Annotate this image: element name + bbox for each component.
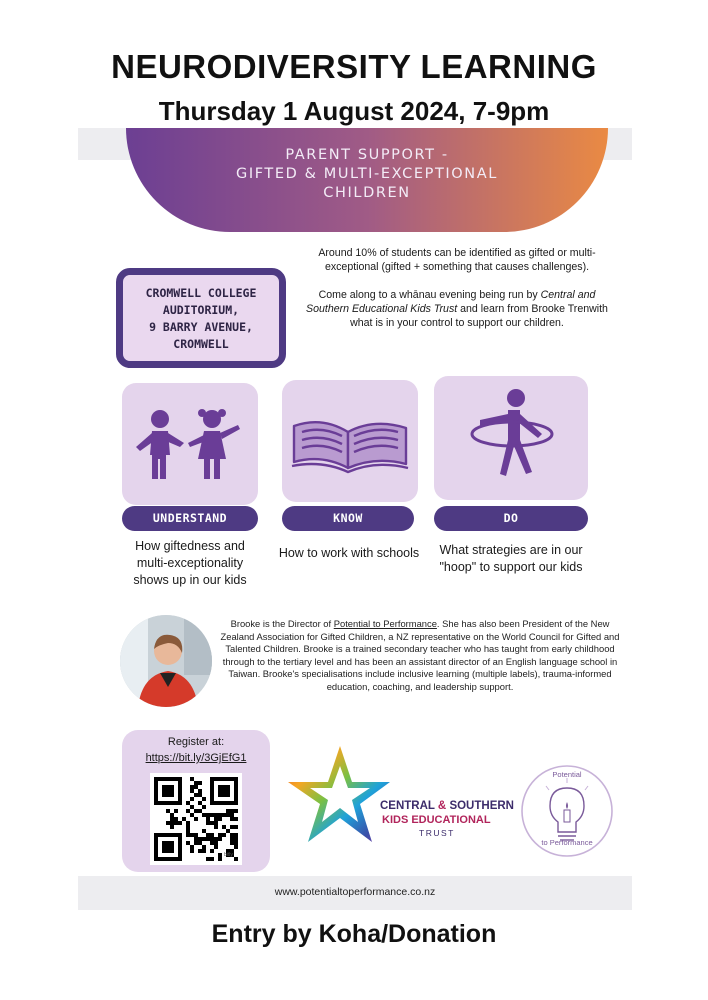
intro-paragraph-1: Around 10% of students can be identified as gifted or multi-exceptional (gifted + something that causes challenges).: [318, 247, 596, 273]
trust-name-line-3: TRUST: [419, 828, 455, 838]
know-pill: KNOW: [282, 506, 414, 531]
bio-start: Brooke is the Director of: [230, 618, 334, 629]
p2p-logo-top-text: Potential: [552, 770, 582, 779]
qr-code-image: [154, 777, 238, 861]
intro-text: [298, 246, 616, 344]
children-icon: [122, 383, 258, 505]
speaker-bio: [220, 618, 620, 694]
speaker-photo: [120, 615, 212, 707]
trust-central: CENTRAL: [380, 800, 435, 812]
understand-pill: UNDERSTAND: [122, 506, 258, 531]
venue-line-4: CROMWELL: [173, 337, 229, 351]
banner-line-3: CHILDREN: [323, 185, 411, 201]
page-title: NEURODIVERSITY LEARNING: [111, 48, 597, 85]
trust-logo: [278, 736, 508, 854]
do-caption: What strategies are in our "hoop" to support our kids: [439, 543, 583, 574]
bio-rest: . She has also been President of the New Zealand Association for Gifted Children, a NZ representative on the World Council for Gifted and Talented Children. Brooke is a trained secondary teacher who has taught from early childhood through to the tertiary level and has been an assistant director of an English language school in Taiwan. Brooke's specialisations include inclusive learning (multiple labels), trauma-informed education, coaching, and leadership support.: [220, 618, 620, 692]
event-date: Thursday 1 August 2024, 7-9pm: [158, 96, 550, 126]
speaker-portrait-image: [120, 615, 212, 707]
banner-line-1: PARENT SUPPORT -: [285, 147, 449, 163]
understand-caption: How giftedness and multi-exceptionality shows up in our kids: [133, 539, 247, 587]
qr-brand-mark: bitly: [224, 852, 233, 858]
register-label: Register at:: [167, 736, 225, 748]
intro-p2-end: and learn from Brooke Trenwith what is in your control to support our children.: [350, 303, 608, 329]
register-link[interactable]: https://bit.ly/3GjEfG1: [145, 752, 247, 764]
rainbow-star-icon: [278, 736, 398, 854]
trust-name-line-2: KIDS EDUCATIONAL: [382, 814, 491, 826]
intro-p2-start: Come along to a whānau evening being run by: [318, 289, 541, 301]
do-pill: DO: [434, 506, 588, 531]
intro-paragraph-2: [298, 288, 616, 330]
potential-to-performance-link[interactable]: Potential to Performance: [333, 618, 437, 629]
trust-ampersand: &: [434, 800, 450, 812]
venue-line-1: CROMWELL COLLEGE: [145, 286, 257, 300]
p2p-logo-bottom-text: to Performance: [541, 838, 593, 847]
hula-hoop-icon: [434, 376, 588, 500]
website-url[interactable]: www.potentialtoperformance.co.nz: [274, 886, 436, 898]
venue-line-2: AUDITORIUM,: [162, 303, 240, 317]
open-book-icon: [282, 380, 418, 502]
banner-line-2: GIFTED & MULTI-EXCEPTIONAL: [236, 166, 498, 182]
venue-line-3: 9 BARRY AVENUE,: [149, 320, 253, 334]
banner-heading: [126, 146, 608, 203]
trust-name-line-1: [380, 800, 514, 812]
know-card: [282, 380, 418, 502]
intro-org-name: Central and Southern Educational Kids Trust: [306, 289, 596, 315]
entry-note: Entry by Koha/Donation: [211, 920, 497, 948]
do-card: [434, 376, 588, 500]
understand-card: [122, 383, 258, 505]
trust-southern: SOUTHERN: [449, 800, 514, 812]
know-caption: How to work with schools: [278, 546, 420, 560]
venue-box: [116, 268, 286, 368]
